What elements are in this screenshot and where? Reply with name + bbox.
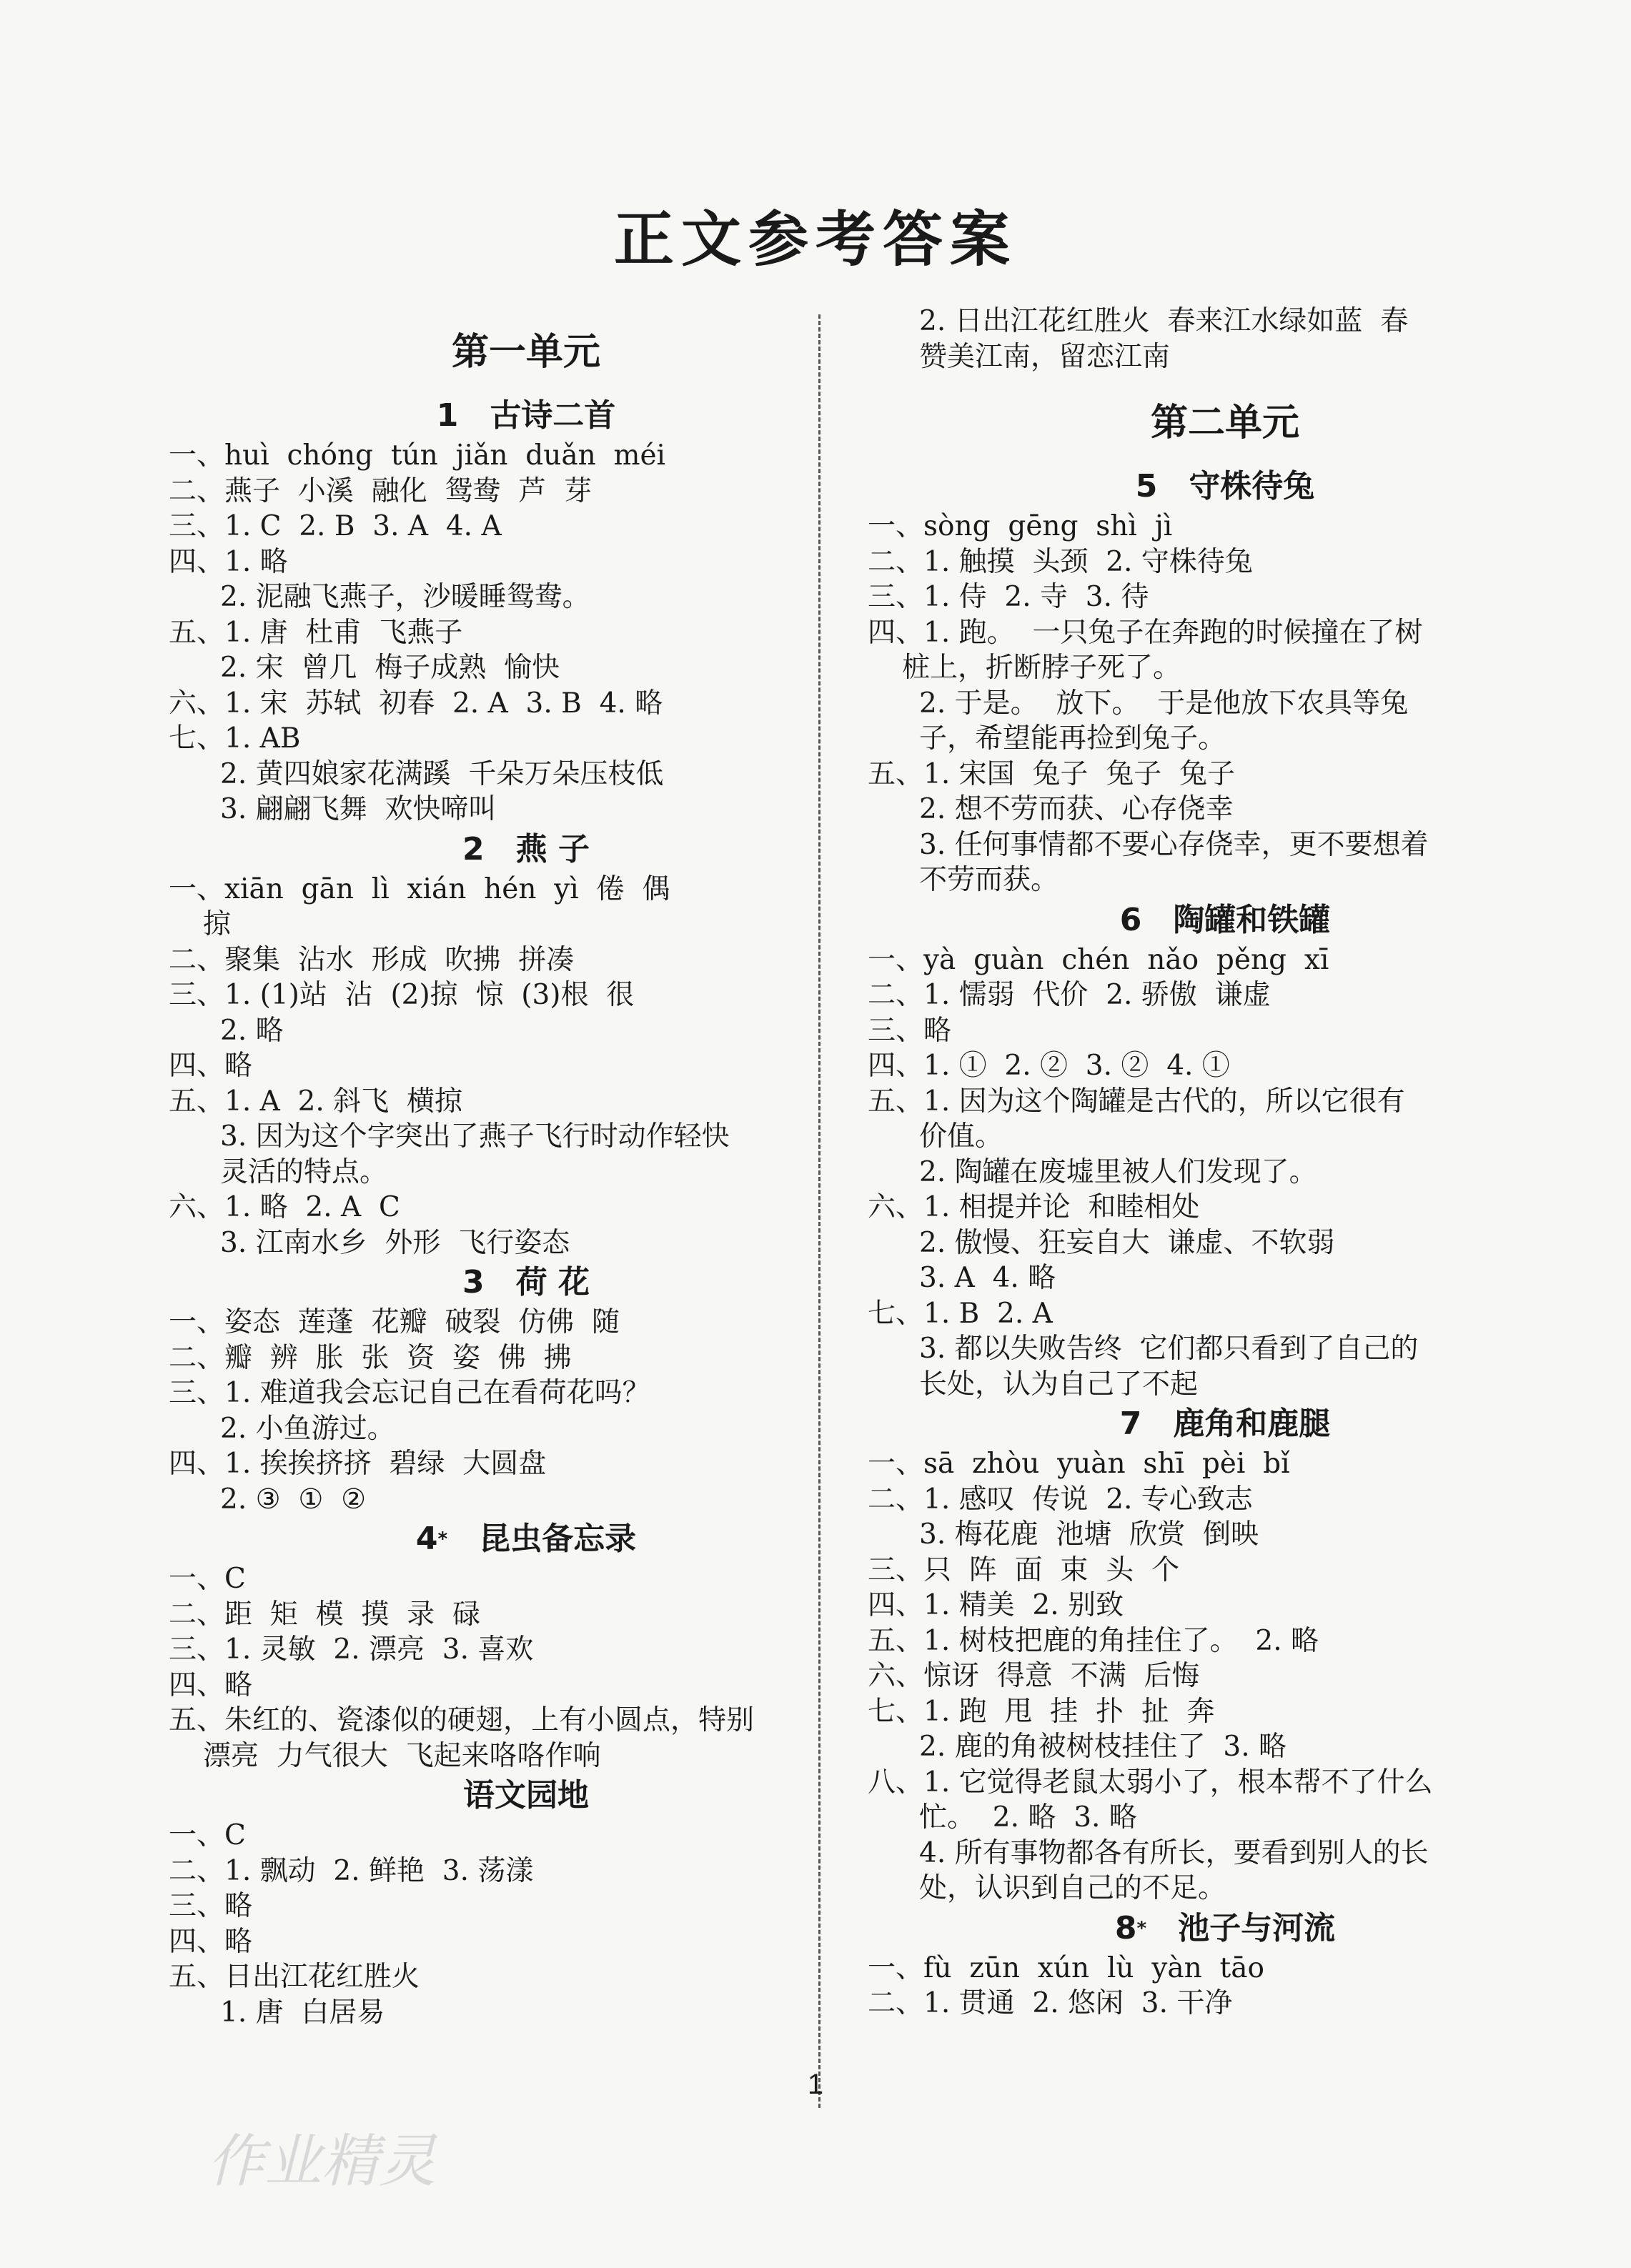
answer-line: 2. 小鱼游过。 bbox=[220, 1412, 395, 1445]
answer-line: 赞美江南，留恋江南 bbox=[919, 340, 1171, 373]
answer-line: 五、日出江花红胜火 bbox=[169, 1961, 420, 1993]
answer-line: 四、1. 挨挨挤挤 碧绿 大圆盘 bbox=[169, 1448, 547, 1480]
watermark: 作业精灵 bbox=[207, 2128, 436, 2194]
lesson-star: * bbox=[1136, 1917, 1147, 1939]
answer-line: 一、yà guàn chén nǎo pěng xī bbox=[868, 943, 1329, 976]
lesson-number: 1 bbox=[436, 397, 459, 434]
answer-line: 2. 陶罐在废墟里被人们发现了。 bbox=[919, 1155, 1317, 1188]
answer-line: 三、略 bbox=[169, 1890, 253, 1922]
answer-line: 二、聚集 沾水 形成 吹拂 拼凑 bbox=[169, 943, 575, 976]
answer-line: 五、1. 因为这个陶罐是古代的，所以它很有 bbox=[868, 1085, 1405, 1118]
answer-line: 2. 宋 曾几 梅子成熟 愉快 bbox=[220, 652, 560, 684]
answer-line: 3. 因为这个字突出了燕子飞行时动作轻快 bbox=[220, 1120, 730, 1153]
answer-line: 3. A 4. 略 bbox=[919, 1262, 1056, 1294]
answer-line: 灵活的特点。 bbox=[220, 1155, 388, 1188]
answer-line: 桩上，折断脖子死了。 bbox=[902, 652, 1181, 684]
answer-line: 不劳而获。 bbox=[919, 864, 1059, 896]
answer-line: 2. 泥融飞燕子，沙暖睡鸳鸯。 bbox=[220, 581, 590, 613]
answer-line: 四、1. 精美 2. 别致 bbox=[868, 1589, 1124, 1621]
answer-line: 四、1. 跑。 一只兔子在奔跑的时候撞在了树 bbox=[868, 616, 1423, 649]
answer-line: 六、1. 宋 苏轼 初春 2. A 3. B 4. 略 bbox=[169, 687, 663, 720]
answer-line: 3. 都以失败告终 它们都只看到了自己的 bbox=[919, 1333, 1419, 1365]
answer-line: 三、1. 灵敏 2. 漂亮 3. 喜欢 bbox=[169, 1633, 534, 1666]
answer-line: 漂亮 力气很大 飞起来咯咯作响 bbox=[203, 1739, 601, 1772]
answer-line: 五、1. 唐 杜甫 飞燕子 bbox=[169, 616, 463, 649]
answer-line: 一、C bbox=[169, 1563, 246, 1595]
lesson-title bbox=[169, 1517, 883, 1561]
lesson-number: 6 bbox=[1119, 901, 1142, 938]
lesson-name: 池子与河流 bbox=[1178, 1909, 1336, 1946]
answer-line: 一、huì chóng tún jiǎn duǎn méi bbox=[169, 439, 666, 472]
lesson-title bbox=[169, 394, 883, 438]
lesson-title bbox=[868, 464, 1582, 509]
lesson-title bbox=[868, 1402, 1582, 1446]
answer-line: 4. 所有事物都各有所长，要看到别人的长 bbox=[919, 1836, 1429, 1869]
answer-line: 二、1. 感叹 传说 2. 专心致志 bbox=[868, 1483, 1253, 1516]
answer-line: 2. 傲慢、狂妄自大 谦虚、不软弱 bbox=[919, 1226, 1335, 1259]
answer-line: 3. 翩翩飞舞 欢快啼叫 bbox=[220, 793, 497, 825]
page-title: 正文参考答案 bbox=[613, 204, 1017, 274]
answer-line: 五、1. A 2. 斜飞 横掠 bbox=[169, 1085, 462, 1118]
lesson-number: 7 bbox=[1119, 1406, 1142, 1442]
answer-line: 二、1. 飘动 2. 鲜艳 3. 荡漾 bbox=[169, 1854, 534, 1887]
left-column bbox=[169, 304, 883, 2030]
answer-line: 六、1. 略 2. A C bbox=[169, 1191, 400, 1223]
answer-line: 五、1. 宋国 兔子 兔子 兔子 bbox=[868, 757, 1235, 790]
lesson-number: 3 bbox=[462, 1264, 485, 1300]
answer-line: 五、朱红的、瓷漆似的硬翅，上有小圆点，特别 bbox=[169, 1704, 755, 1736]
answer-line: 三、1. 难道我会忘记自己在看荷花吗？ bbox=[169, 1377, 650, 1409]
answer-line: 二、瓣 辨 胀 张 资 姿 佛 拂 bbox=[169, 1341, 572, 1374]
answer-line: 五、1. 树枝把鹿的角挂住了。 2. 略 bbox=[868, 1624, 1319, 1657]
answer-line: 一、sòng gēng shì jì bbox=[868, 510, 1173, 542]
answer-line: 2. ③ ① ② bbox=[220, 1483, 367, 1516]
answer-line: 七、1. B 2. A bbox=[868, 1297, 1053, 1330]
lesson-name: 语文园地 bbox=[463, 1777, 589, 1814]
answer-line: 三、1. (1)站 沾 (2)掠 惊 (3)根 很 bbox=[169, 979, 635, 1011]
answer-line: 一、姿态 莲蓬 花瓣 破裂 仿佛 随 bbox=[169, 1306, 620, 1338]
answer-line: 四、1. 略 bbox=[169, 545, 288, 578]
answer-line: 二、1. 贯通 2. 悠闲 3. 干净 bbox=[868, 1987, 1233, 2019]
answer-line: 2. 鹿的角被树枝挂住了 3. 略 bbox=[919, 1731, 1287, 1763]
answer-line: 二、1. 触摸 头颈 2. 守株待兔 bbox=[868, 545, 1253, 578]
answer-line: 四、略 bbox=[169, 1925, 253, 1958]
answer-line: 二、距 矩 模 摸 录 碌 bbox=[169, 1598, 480, 1631]
answer-line: 3. 任何事情都不要心存侥幸，更不要想着 bbox=[919, 828, 1429, 861]
answer-line: 四、略 bbox=[169, 1668, 253, 1701]
answer-line: 掠 bbox=[203, 908, 232, 940]
answer-line: 忙。 2. 略 3. 略 bbox=[919, 1801, 1137, 1834]
lesson-title bbox=[868, 1906, 1582, 1951]
answer-line: 2. 想不劳而获、心存侥幸 bbox=[919, 793, 1234, 825]
answer-line: 1. 唐 白居易 bbox=[220, 1996, 385, 2029]
lesson-name: 荷 花 bbox=[515, 1264, 590, 1300]
answer-line: 2. 于是。 放下。 于是他放下农具等兔 bbox=[919, 687, 1409, 720]
answer-line: 2. 日出江花红胜火 春来江水绿如蓝 春 bbox=[919, 305, 1409, 337]
answer-line: 六、惊讶 得意 不满 后悔 bbox=[868, 1660, 1200, 1692]
answer-line: 3. 江南水乡 外形 飞行姿态 bbox=[220, 1226, 570, 1259]
lesson-number: 4 bbox=[415, 1521, 438, 1557]
answer-line: 处，认识到自己的不足。 bbox=[919, 1872, 1226, 1904]
answer-line: 三、只 阵 面 束 头 个 bbox=[868, 1553, 1179, 1586]
answer-line: 三、1. 侍 2. 寺 3. 待 bbox=[868, 581, 1149, 613]
lesson-name: 陶罐和铁罐 bbox=[1173, 901, 1331, 938]
lesson-name: 燕 子 bbox=[515, 830, 590, 867]
lesson-name: 鹿角和鹿腿 bbox=[1173, 1406, 1331, 1442]
lesson-name: 守株待兔 bbox=[1189, 468, 1315, 504]
lesson-name: 古诗二首 bbox=[490, 397, 616, 434]
unit-title: 第一单元 bbox=[451, 331, 600, 374]
page-number: 1 bbox=[807, 2069, 824, 2100]
answer-line: 四、略 bbox=[169, 1050, 253, 1082]
answer-line: 2. 黄四娘家花满蹊 千朵万朵压枝低 bbox=[220, 757, 664, 790]
answer-line: 二、燕子 小溪 融化 鸳鸯 芦 芽 bbox=[169, 474, 592, 507]
answer-line: 六、1. 相提并论 和睦相处 bbox=[868, 1191, 1200, 1223]
lesson-star: * bbox=[437, 1528, 448, 1550]
right-column bbox=[868, 304, 1582, 2021]
answer-line: 七、1. 跑 甩 挂 扑 扯 奔 bbox=[868, 1695, 1215, 1728]
answer-line: 子，希望能再捡到兔子。 bbox=[919, 722, 1226, 755]
answer-line: 一、xiān gān lì xián hén yì 倦 偶 bbox=[169, 872, 670, 905]
lesson-title bbox=[169, 1260, 883, 1305]
answer-line: 七、1. AB bbox=[169, 722, 301, 755]
answer-line: 三、1. C 2. B 3. A 4. A bbox=[169, 510, 502, 542]
lesson-title bbox=[169, 1774, 883, 1818]
answer-line: 长处，认为自己了不起 bbox=[919, 1368, 1199, 1401]
answer-line: 3. 梅花鹿 池塘 欣赏 倒映 bbox=[919, 1518, 1259, 1551]
lesson-number: 5 bbox=[1135, 468, 1158, 504]
lesson-title bbox=[169, 827, 883, 872]
lesson-number: 8 bbox=[1114, 1909, 1137, 1946]
answer-line: 八、1. 它觉得老鼠太弱小了，根本帮不了什么 bbox=[868, 1766, 1433, 1799]
answer-line: 一、fù zūn xún lù yàn tāo bbox=[868, 1951, 1264, 1984]
unit-title: 第二单元 bbox=[1150, 402, 1299, 444]
lesson-title bbox=[868, 898, 1582, 942]
answer-line: 四、1. ① 2. ② 3. ② 4. ① bbox=[868, 1050, 1230, 1082]
lesson-number: 2 bbox=[462, 830, 485, 867]
lesson-name: 昆虫备忘录 bbox=[479, 1521, 637, 1557]
answer-line: 一、C bbox=[169, 1819, 246, 1851]
answer-line: 2. 略 bbox=[220, 1014, 284, 1047]
answer-line: 一、sā zhòu yuàn shī pèi bǐ bbox=[868, 1448, 1290, 1480]
answer-line: 三、略 bbox=[868, 1014, 952, 1047]
answer-line: 价值。 bbox=[919, 1120, 1003, 1153]
answer-line: 二、1. 懦弱 代价 2. 骄傲 谦虚 bbox=[868, 979, 1271, 1011]
